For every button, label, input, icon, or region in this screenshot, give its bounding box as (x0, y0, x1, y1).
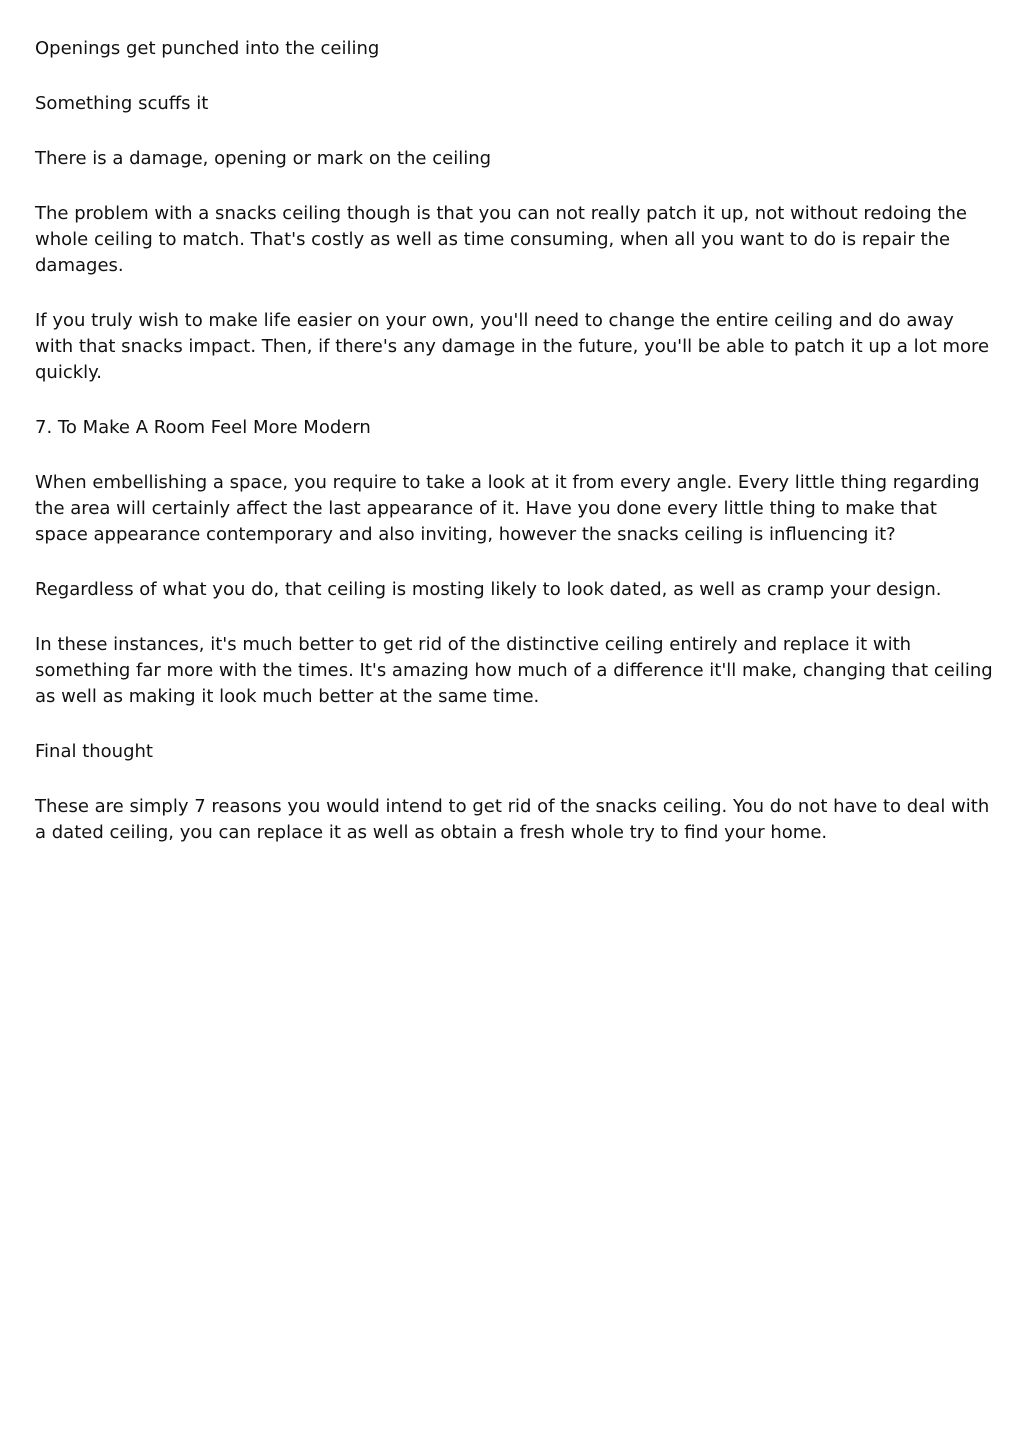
paragraph-make-life-easier: If you truly wish to make life easier on your own, you'll need to change the entire ceiling and do away with that snacks impact. Then, if there's any damage in the future, you'll be able to patch it up a lot more quickly. (35, 310, 990, 383)
paragraph-damage-mark: There is a damage, opening or mark on the ceiling (35, 148, 492, 169)
paragraph-scuffs: Something scuffs it (35, 93, 209, 114)
paragraph-openings: Openings get punched into the ceiling (35, 38, 380, 59)
section-heading-final-thought: Final thought (35, 741, 153, 762)
document-body (35, 36, 995, 875)
paragraph-instances: In these instances, it's much better to get rid of the distinctive ceiling entirely and replace it with something far more with the times. It's amazing how much of a difference it'll make, changing that ceiling as well as making it look much better at the same time. (35, 634, 993, 707)
paragraph-embellishing: When embellishing a space, you require to take a look at it from every angle. Every little thing regarding the area will certainly affect the last appearance of it. Have you done every little thing to make that space appearance contemporary and also inviting, however the snacks ceiling is influencing it? (35, 472, 980, 545)
paragraph-conclusion: These are simply 7 reasons you would intend to get rid of the snacks ceiling. You do not have to deal with a dated ceiling, you can replace it as well as obtain a fresh whole try to find your home. (35, 796, 990, 843)
section-heading-modern: 7. To Make A Room Feel More Modern (35, 417, 371, 438)
paragraph-patch-problem: The problem with a snacks ceiling though is that you can not really patch it up, not without redoing the whole ceiling to match. That's costly as well as time consuming, when all you want to do is repair the damages. (35, 203, 967, 276)
paragraph-look-dated: Regardless of what you do, that ceiling is mosting likely to look dated, as well as cramp your design. (35, 579, 942, 600)
